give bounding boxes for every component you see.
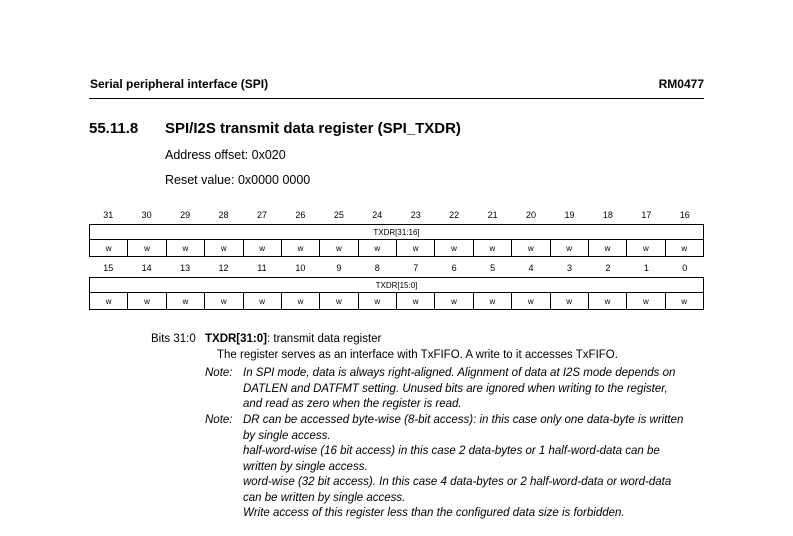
lower-bit-number: 8: [374, 263, 380, 273]
upper-bit-number: 19: [564, 210, 575, 220]
upper-bit-number: 16: [679, 210, 690, 220]
lower-bit-number: 9: [336, 263, 342, 273]
upper-bit-number: 26: [295, 210, 306, 220]
upper-bit-number: 18: [602, 210, 613, 220]
note1-line: and read as zero when the register is read.: [243, 398, 462, 410]
lower-access-cell: w: [473, 293, 511, 310]
lower-access-cell: w: [397, 293, 435, 310]
lower-access-cell: w: [320, 293, 358, 310]
upper-access-cell: w: [90, 240, 128, 257]
upper-access-cell: w: [281, 240, 319, 257]
lower-bit-number: 6: [451, 263, 457, 273]
document-id: RM0477: [658, 77, 704, 91]
address-offset: Address offset: 0x020: [165, 148, 286, 162]
lower-access-cell: w: [435, 293, 473, 310]
field-summary: : transmit data register: [266, 333, 382, 345]
upper-access-cell: w: [588, 240, 626, 257]
upper-bit-number: 22: [449, 210, 460, 220]
lower-bit-numbers: [89, 263, 704, 277]
upper-access-cell: w: [473, 240, 511, 257]
section-title: SPI/I2S transmit data register (SPI_TXDR): [165, 120, 461, 137]
upper-bit-number: 17: [641, 210, 652, 220]
note2-label: Note:: [205, 414, 233, 426]
upper-access-cell: w: [320, 240, 358, 257]
lower-bit-number: 11: [257, 263, 267, 273]
lower-access-cell: w: [588, 293, 626, 310]
reset-value: Reset value: 0x0000 0000: [165, 173, 311, 187]
lower-bit-number: 4: [528, 263, 534, 273]
note1-label: Note:: [205, 367, 233, 379]
note2-text: [243, 413, 683, 522]
lower-bit-number: 5: [490, 263, 496, 273]
lower-access-cell: w: [665, 293, 703, 310]
page-header-title: Serial peripheral interface (SPI): [90, 77, 269, 91]
header-rule: [89, 98, 704, 99]
note1-text: [243, 366, 675, 413]
lower-access-cell: w: [243, 293, 281, 310]
field-name: TXDR[31:0]: [205, 333, 267, 345]
lower-bit-number: 1: [643, 263, 649, 273]
upper-register-table: [89, 224, 704, 257]
upper-bit-number: 21: [487, 210, 498, 220]
upper-bit-number: 23: [410, 210, 421, 220]
lower-bit-number: 2: [605, 263, 611, 273]
note2-line: Write access of this register less than the configured data size is forbidden.: [243, 507, 625, 519]
lower-register-table: [89, 277, 704, 310]
note1-line: In SPI mode, data is always right-aligned. Alignment of data at I2S mode depends on: [243, 367, 676, 379]
lower-bit-number: 12: [218, 263, 229, 273]
upper-access-cell: w: [397, 240, 435, 257]
upper-field-name: TXDR[31:16]: [90, 225, 704, 240]
note2-line: half-word-wise (16 bit access) in this case 2 data-bytes or 1 half-word-data can be: [243, 445, 660, 457]
upper-bit-number: 24: [372, 210, 383, 220]
lower-access-cell: w: [90, 293, 128, 310]
note2-line: written by single access.: [243, 460, 368, 473]
lower-access-row: [90, 293, 704, 310]
upper-access-cell: w: [550, 240, 588, 257]
lower-access-cell: w: [358, 293, 396, 310]
lower-access-cell: w: [166, 293, 204, 310]
lower-bit-number: 15: [103, 263, 114, 273]
lower-bit-number: 14: [141, 263, 152, 273]
upper-bit-number: 28: [218, 210, 229, 220]
lower-access-cell: w: [128, 293, 166, 310]
upper-access-cell: w: [627, 240, 665, 257]
upper-bit-numbers: [89, 210, 704, 224]
upper-bit-number: 31: [103, 210, 114, 220]
lower-bit-number: 7: [413, 263, 419, 273]
lower-access-cell: w: [627, 293, 665, 310]
lower-access-cell: w: [512, 293, 550, 310]
bits-label: Bits 31:0: [151, 333, 196, 345]
lower-access-cell: w: [281, 293, 319, 310]
description-line: The register serves as an interface with TxFIFO. A write to it accesses TxFIFO.: [217, 349, 618, 361]
lower-field-name: TXDR[15:0]: [90, 278, 704, 293]
upper-access-cell: w: [512, 240, 550, 257]
lower-access-cell: w: [550, 293, 588, 310]
lower-bit-number: 0: [682, 263, 688, 273]
section-number: 55.11.8: [89, 120, 139, 137]
note1-line: DATLEN and DATFMT setting. Unused bits are ignored when writing to the register,: [243, 382, 668, 395]
note2-line: can be written by single access.: [243, 491, 406, 504]
upper-bit-number: 25: [333, 210, 344, 220]
note2-line: word-wise (32 bit access). In this case 4 data-bytes or 2 half-word-data or word-data: [243, 476, 672, 488]
upper-bit-number: 30: [141, 210, 152, 220]
upper-access-cell: w: [358, 240, 396, 257]
lower-bit-number: 3: [566, 263, 572, 273]
note2-line: DR can be accessed byte-wise (8-bit access): in this case only one data-byte is written: [243, 414, 684, 426]
upper-access-row: [90, 240, 704, 257]
note2-line: by single access.: [243, 429, 331, 442]
upper-access-cell: w: [166, 240, 204, 257]
lower-bit-number: 13: [180, 263, 191, 273]
lower-access-cell: w: [205, 293, 243, 310]
upper-access-cell: w: [243, 240, 281, 257]
upper-access-cell: w: [665, 240, 703, 257]
upper-access-cell: w: [435, 240, 473, 257]
field-description: [205, 332, 381, 348]
upper-bit-number: 29: [180, 210, 191, 220]
upper-access-cell: w: [128, 240, 166, 257]
upper-bit-number: 27: [256, 210, 267, 220]
upper-access-cell: w: [205, 240, 243, 257]
lower-bit-number: 10: [295, 263, 306, 273]
upper-bit-number: 20: [526, 210, 537, 220]
